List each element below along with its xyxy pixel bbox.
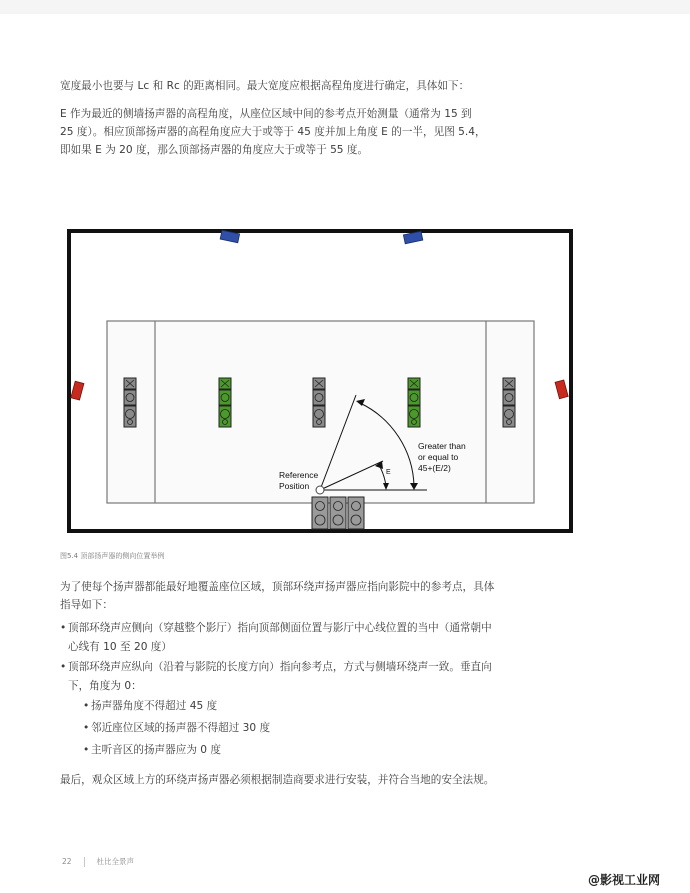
paragraph-guidance bbox=[60, 578, 495, 614]
bullet-text: 邻近座位区域的扬声器不得超过 30 度 bbox=[91, 722, 271, 734]
bullet-text: 顶部环绕声应纵向（沿着与影院的长度方向）指向参考点，方式与侧墙环绕声一致。垂直向 bbox=[68, 661, 492, 673]
paragraph-line: 为了使每个扬声器都能最好地覆盖座位区域，顶部环绕声扬声器应指向影院中的参考点，具体 bbox=[60, 581, 495, 593]
side-speaker-right-icon bbox=[555, 380, 568, 399]
top-speaker-right-icon bbox=[403, 231, 422, 244]
angle-e-label: E bbox=[386, 469, 391, 476]
bullet-marker: • bbox=[83, 700, 90, 712]
paragraph-line: E 作为最近的侧墙扬声器的高程角度，从座位区域中间的参考点开始测量（通常为 15 到 bbox=[60, 108, 472, 120]
reference-label: Position bbox=[279, 481, 310, 491]
sub-bullet-item bbox=[83, 741, 221, 760]
sub-bullet-item bbox=[83, 719, 270, 738]
paragraph-width: 宽度最小也要与 Lc 和 Rc 的距离相同。最大宽度应根据高程角度进行确定，具体如下： bbox=[60, 80, 470, 92]
bullet-marker: • bbox=[60, 661, 67, 673]
bullet-text: 顶部环绕声应侧向（穿越整个影厅）指向顶部侧面位置与影厅中心线位置的当中（通常朝中 bbox=[68, 622, 492, 634]
bullet-item bbox=[60, 619, 492, 657]
bullet-text: 扬声器角度不得超过 45 度 bbox=[91, 700, 218, 712]
footer-title: 杜比全景声 bbox=[96, 857, 135, 866]
bullet-text: 下，角度为 0： bbox=[68, 680, 142, 692]
paragraph-line: 指导如下： bbox=[60, 599, 113, 611]
paragraph-line: 25 度）。相应顶部扬声器的高程角度应大于或等于 45 度并加上角度 E 的一半，见图 5.4， bbox=[60, 126, 486, 138]
reference-position-marker bbox=[316, 486, 324, 494]
bullet-text: 主听音区的扬声器应为 0 度 bbox=[91, 744, 222, 756]
reference-label: Reference bbox=[279, 470, 319, 480]
paragraph-line: 即如果 E 为 20 度，那么顶部扬声器的角度应大于或等于 55 度。 bbox=[60, 144, 369, 156]
bullet-item bbox=[60, 658, 492, 696]
bullet-marker: • bbox=[60, 622, 67, 634]
greater-label: Greater than bbox=[418, 441, 466, 451]
page-footer bbox=[62, 856, 134, 867]
watermark: @影视工业网 bbox=[588, 873, 661, 887]
paragraph-safety: 最后，观众区域上方的环绕声扬声器必须根据制造商要求进行安装，并符合当地的安全法规。 bbox=[60, 774, 495, 786]
sub-bullet-item bbox=[83, 697, 217, 716]
footer-divider bbox=[84, 857, 85, 867]
page-number: 22 bbox=[62, 857, 72, 866]
greater-label: or equal to bbox=[418, 452, 459, 462]
bullet-text: 心线有 10 至 20 度） bbox=[68, 641, 172, 653]
greater-label: 45+(E/2) bbox=[418, 463, 451, 473]
bullet-marker: • bbox=[83, 744, 90, 756]
side-speaker-left-icon bbox=[71, 381, 84, 400]
bullet-marker: • bbox=[83, 722, 90, 734]
figure-caption: 图5.4 顶部扬声器的侧向位置举例 bbox=[60, 552, 165, 560]
